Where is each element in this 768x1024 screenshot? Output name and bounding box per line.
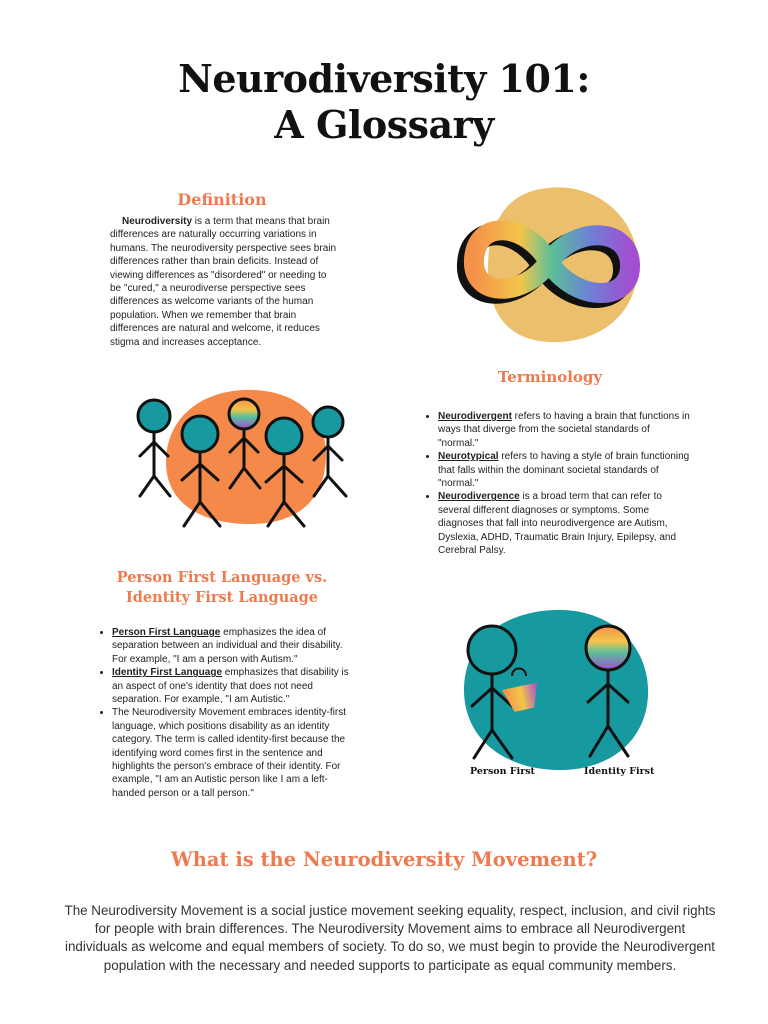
terminology-item <box>438 450 692 490</box>
title-line-1: Neurodiversity 101: <box>178 56 590 101</box>
definition-term: Neurodiversity <box>122 216 193 227</box>
language-item-text: The Neurodiversity Movement embraces identity-first language, which positions disability as an identity category. The term is called identity-first because the identifying word comes first in the sentence and highlights the person's embrace of their identity. For example, "I am an Autistic person like I am a left-handed person or a tall person." <box>112 707 346 799</box>
person-first-identity-first-icon <box>456 606 656 772</box>
definition-paragraph <box>110 215 338 349</box>
term-neurotypical: Neurotypical <box>438 451 499 463</box>
language-heading-line-2: Identity First Language <box>126 589 318 606</box>
terminology-item-text: refers to having a style of brain functioning that falls within the dominant societal standards of "normal." <box>438 451 690 490</box>
terminology-item-text: refers to having a brain that functions in ways that diverge from the societal standards of "normal." <box>438 411 690 449</box>
language-heading-line-1: Person First Language vs. <box>116 569 328 586</box>
term-person-first-language: Person First Language <box>112 627 221 638</box>
language-list <box>98 626 360 800</box>
term-identity-first-language: Identity First Language <box>112 667 223 679</box>
definition-heading: Definition <box>177 190 267 209</box>
title-line-2: A Glossary <box>274 102 494 147</box>
caption-identity-first: Identity First <box>584 766 655 777</box>
terminology-item <box>438 410 692 450</box>
stick-figures-group-icon <box>132 384 356 532</box>
terminology-list <box>424 410 692 557</box>
terminology-item-text: is a broad term that can refer to several different diagnoses or symptoms. Some diagnoses that fall into neurodivergence are Autism, Dyslexia, ADHD, Traumatic Brain Injury, Epilepsy, and Cerebral Palsy. <box>438 491 677 557</box>
movement-heading: What is the Neurodiversity Movement? <box>170 848 598 871</box>
movement-paragraph: The Neurodiversity Movement is a social justice movement seeking equality, respect, inclusion, and civil rights for people with brain differences. The Neurodiversity Movement aims to embrace all Neurodivergent individuals as welcome and equal members of society. To do so, we must begin to provide the Neurodivergent population with the necessary and needed supports to participate as equal community members. <box>64 903 716 973</box>
caption-person-first: Person First <box>470 766 535 777</box>
term-neurodivergent: Neurodivergent <box>438 411 512 422</box>
language-item <box>112 626 360 666</box>
terminology-item <box>438 490 692 557</box>
language-item-text: emphasizes the idea of separation between an individual and their disability. For example, "I am a person with Autism." <box>112 627 343 665</box>
language-heading <box>100 568 344 608</box>
stick-figure <box>138 400 170 496</box>
infinity-rainbow-icon <box>448 180 650 348</box>
term-neurodivergence: Neurodivergence <box>438 491 520 503</box>
language-item <box>112 706 360 800</box>
language-item <box>112 666 360 706</box>
language-item-text: emphasizes that disability is an aspect of one's identity that does not need separation. For example, "I am Autistic." <box>112 667 349 706</box>
terminology-heading: Terminology <box>497 368 603 386</box>
page-title <box>0 56 768 148</box>
definition-text: is a term that means that brain differences are naturally occurring variations in humans. The neurodiversity perspective sees brain differences rather than brain deficits. Instead of viewing differences as "disordered" or needing to be "cured," a neurodiverse perspective sees differences as welcome variants of the human population. When we remember that brain differences are natural and welcome, it reduces stigma and increases acceptance. <box>110 216 337 348</box>
